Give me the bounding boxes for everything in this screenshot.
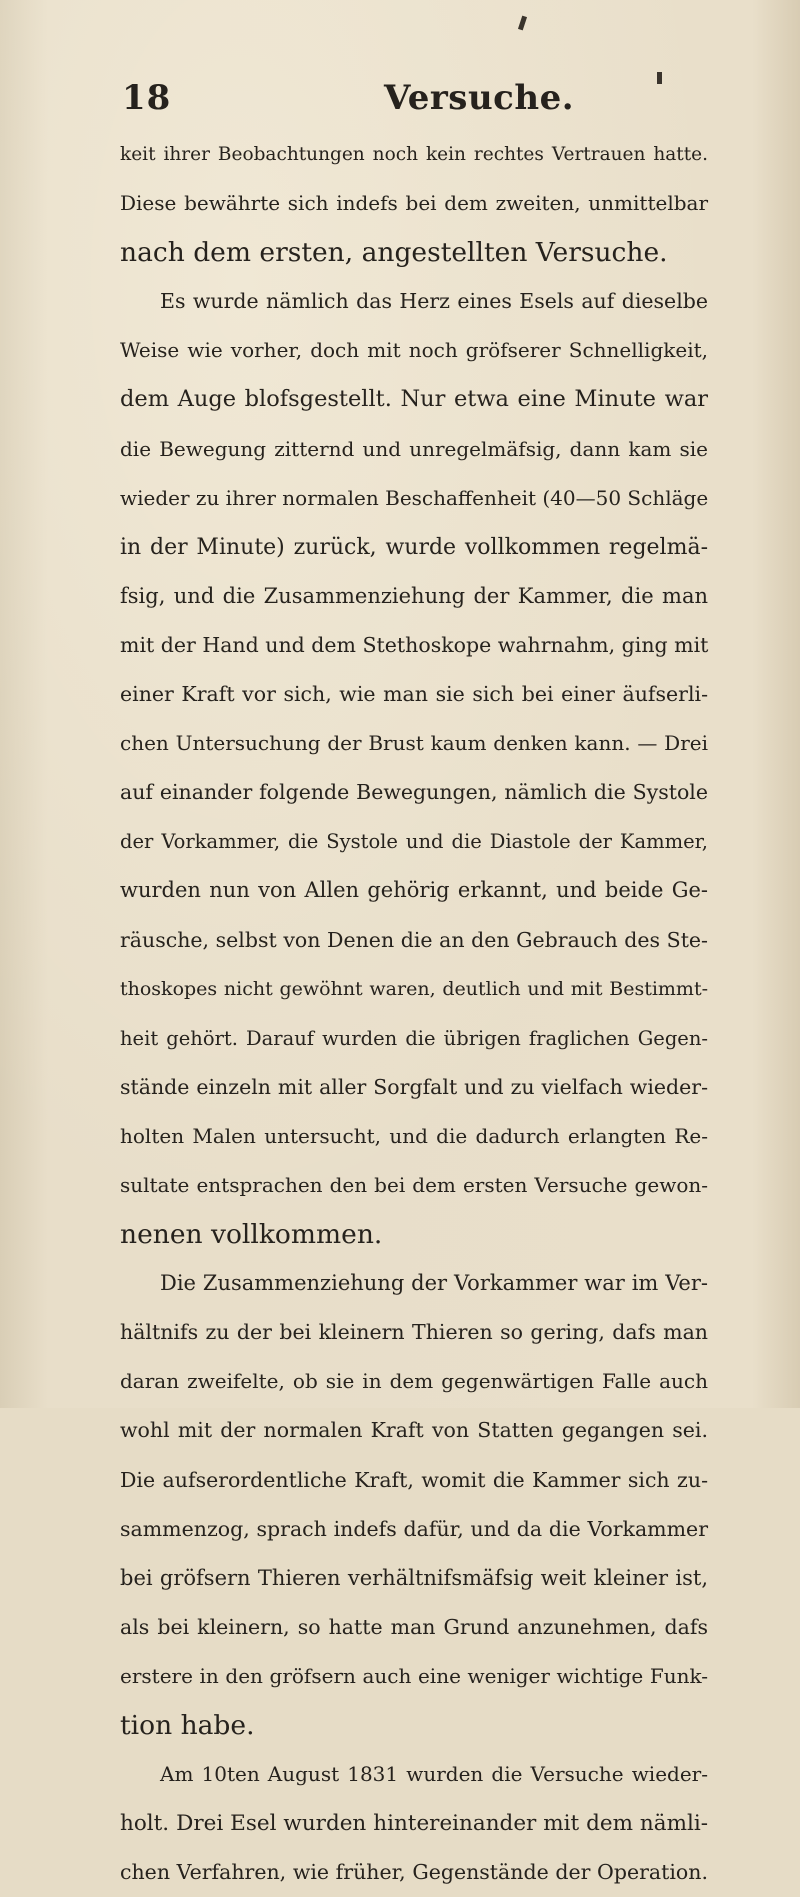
text-line: holten Malen untersucht, und die dadurch erlangten Re- [120, 1123, 708, 1148]
text-line: daran zweifelte, ob sie in dem gegenwärtigen Falle auch [120, 1369, 708, 1394]
text-line: wohl mit der normalen Kraft von Statten gegangen sei. [120, 1418, 708, 1443]
text-line: als bei kleinern, so hatte man Grund anzunehmen, dafs [120, 1614, 708, 1639]
text-line: thoskopes nicht gewöhnt waren, deutlich und mit Bestimmt- [120, 977, 708, 1000]
text-line: einer Kraft vor sich, wie man sie sich bei einer äufserli- [120, 682, 708, 707]
text-line: Die Zusammenziehung der Vorkammer war im Ver- [160, 1271, 708, 1296]
text-line: erstere in den gröfsern auch eine weniger wichtige Funk- [120, 1663, 708, 1688]
text-line: heit gehört. Darauf wurden die übrigen fraglichen Gegen- [120, 1026, 708, 1050]
running-head: Versuche. [384, 78, 575, 118]
page-number: 18 [122, 78, 172, 118]
text-line: die Bewegung zitternd und unregelmäfsig, dann kam sie [120, 436, 708, 461]
text-line: chen Verfahren, wie früher, Gegenstände der Operation. [120, 1860, 708, 1885]
text-line: Diese bewährte sich indefs bei dem zweiten, unmittelbar [120, 191, 708, 216]
text-line: hältnifs zu der bei kleinern Thieren so gering, dafs man [120, 1320, 708, 1345]
ink-speck [518, 16, 527, 31]
text-line: tion habe. [120, 1710, 255, 1741]
text-line: sammenzog, sprach indefs dafür, und da die Vorkammer [120, 1516, 708, 1541]
text-line: räusche, selbst von Denen die an den Gebrauch des Ste- [120, 927, 708, 952]
ink-speck [657, 72, 662, 84]
page-header [122, 78, 682, 126]
text-line: dem Auge blofsgestellt. Nur etwa eine Minute war [120, 386, 708, 413]
text-line: fsig, und die Zusammenziehung der Kammer, die man [120, 583, 708, 608]
text-line: auf einander folgende Bewegungen, nämlich die Systole [120, 780, 708, 805]
text-line: Am 10ten August 1831 wurden die Versuche wieder- [160, 1762, 708, 1787]
text-line: nach dem ersten, angestellten Versuche. [120, 237, 668, 269]
text-line: wieder zu ihrer normalen Beschaffenheit (40—50 Schläge [120, 485, 709, 510]
body-text [120, 130, 708, 1897]
text-line: sultate entsprachen den bei dem ersten Versuche gewon- [120, 1172, 708, 1197]
text-line: stände einzeln mit aller Sorgfalt und zu vielfach wieder- [120, 1074, 708, 1099]
text-line: mit der Hand und dem Stethoskope wahrnahm, ging mit [120, 632, 709, 657]
text-line: wurden nun von Allen gehörig erkannt, und beide Ge- [120, 878, 708, 903]
text-line: nenen vollkommen. [120, 1219, 383, 1251]
text-line: in der Minute) zurück, wurde vollkommen regelmä- [120, 534, 708, 560]
text-line: holt. Drei Esel wurden hintereinander mit dem nämli- [120, 1811, 708, 1837]
text-line: keit ihrer Beobachtungen noch kein rechtes Vertrauen hatte. [120, 144, 708, 165]
text-line: chen Untersuchung der Brust kaum denken kann. — Drei [120, 731, 708, 756]
text-line: Weise wie vorher, doch mit noch gröfserer Schnelligkeit, [120, 338, 708, 363]
text-line: der Vorkammer, die Systole und die Diastole der Kammer, [120, 830, 708, 854]
text-line: Es wurde nämlich das Herz eines Esels auf dieselbe [160, 289, 708, 314]
text-line: Die aufserordentliche Kraft, womit die Kammer sich zu- [120, 1467, 708, 1492]
text-line: bei gröfsern Thieren verhältnifsmäfsig weit kleiner ist, [120, 1565, 708, 1590]
